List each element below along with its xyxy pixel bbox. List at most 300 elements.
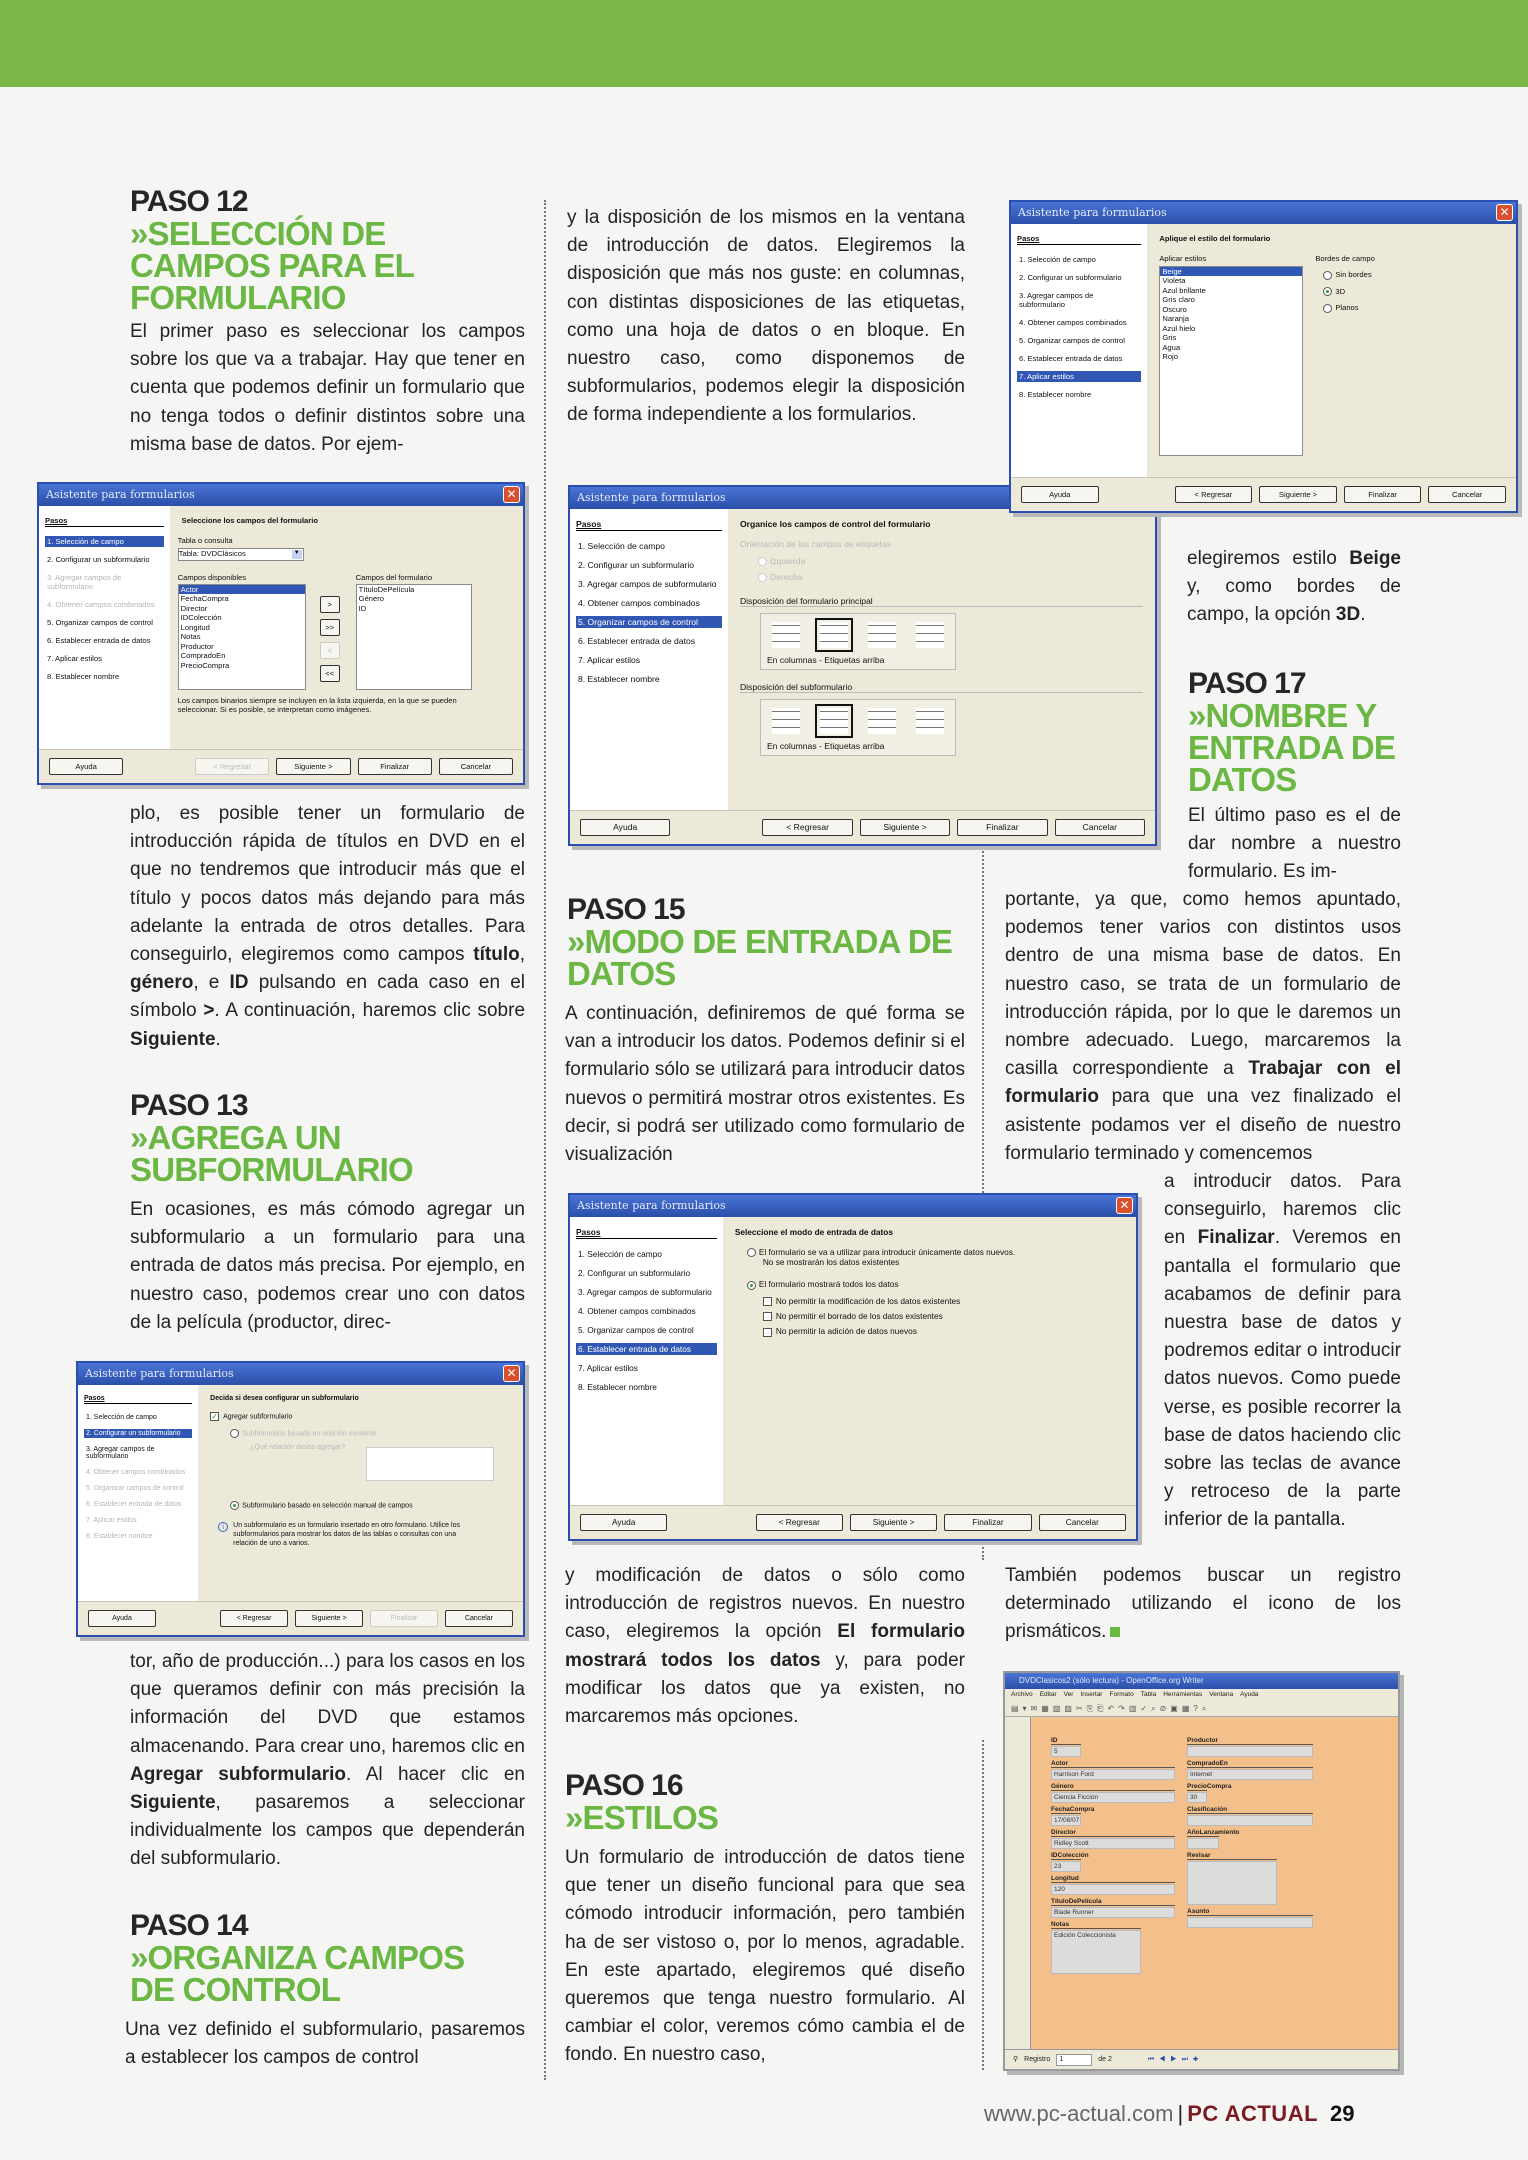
footer-url[interactable]: www.pc-actual.com bbox=[984, 2101, 1174, 2126]
form-field bbox=[1187, 1829, 1240, 1849]
menu-bar bbox=[1005, 1689, 1398, 1701]
back-button[interactable]: < Regresar bbox=[762, 819, 852, 836]
list-item[interactable]: FechaCompra bbox=[180, 594, 229, 604]
menu-item[interactable]: Editar bbox=[1039, 1691, 1057, 1698]
wizard-step-6[interactable]: 6. Establecer entrada de datos bbox=[86, 1501, 182, 1508]
dialog-title: Asistente para formularios bbox=[85, 1367, 234, 1380]
form-field bbox=[1051, 1921, 1141, 1974]
paragraph bbox=[125, 2016, 525, 2072]
steps-heading: Pasos bbox=[576, 519, 722, 531]
list-item[interactable]: CompradoEn bbox=[180, 651, 226, 661]
wizard-step-5[interactable]: 5. Organizar campos de control bbox=[1019, 336, 1125, 345]
steps-pane bbox=[570, 1217, 723, 1505]
form-fields-list[interactable] bbox=[356, 584, 472, 690]
help-button[interactable]: Ayuda bbox=[1021, 486, 1099, 503]
radio-label: Izquierda bbox=[769, 556, 806, 566]
close-icon[interactable]: ✕ bbox=[1116, 1197, 1133, 1214]
wizard-step-8[interactable]: 8. Establecer nombre bbox=[47, 672, 120, 681]
text-run: , pasaremos a seleccionar individualmente los campos que dependerán del subformulario. bbox=[130, 1792, 525, 1870]
form-document bbox=[1031, 1717, 1398, 2049]
list-item[interactable]: Gris claro bbox=[1162, 295, 1195, 305]
back-button[interactable]: < Regresar bbox=[220, 1610, 288, 1627]
text-run: A continuación, definiremos de qué forma se van a introducir los datos. Podemos definir si el formulario sólo se utilizará para introducir datos nuevos o permitirá mostrar otros existentes. Es decir, si podrá ser utilizado como formulario de visualización bbox=[565, 1003, 965, 1166]
paso-16-heading bbox=[565, 1770, 865, 1834]
wizard-dialog-field-selection bbox=[37, 482, 525, 785]
field-input[interactable]: Ridley Scott bbox=[1051, 1838, 1175, 1849]
table-label: Tabla o consulta bbox=[177, 536, 233, 545]
menu-item[interactable]: Herramientas bbox=[1163, 1691, 1203, 1698]
radio-selected-icon bbox=[1323, 287, 1332, 296]
relation-label: ¿Qué relación desea agregar? bbox=[250, 1444, 346, 1451]
wizard-step-4[interactable]: 4. Obtener campos combinados bbox=[86, 1469, 186, 1476]
column-divider bbox=[544, 200, 546, 2080]
wizard-step-6[interactable]: 6. Establecer entrada de datos bbox=[576, 1343, 717, 1355]
dialog-title: Asistente para formularios bbox=[577, 1199, 726, 1212]
menu-item[interactable]: Ver bbox=[1063, 1691, 1074, 1698]
field-input[interactable]: Ciencia Ficción bbox=[1051, 1792, 1175, 1803]
field-label: Actor bbox=[1051, 1760, 1175, 1768]
step-title: »MODO DE ENTRADA DE DATOS bbox=[567, 923, 953, 992]
paragraph bbox=[565, 1844, 965, 2070]
orientation-label: Orientación de los campos de etiquetas bbox=[739, 539, 891, 549]
wizard-step-1[interactable]: 1. Selección de campo bbox=[45, 536, 164, 547]
paragraph bbox=[130, 800, 525, 1054]
wizard-step-1[interactable]: 1. Selección de campo bbox=[578, 541, 665, 551]
layout-columns-labels-left-icon[interactable] bbox=[767, 618, 805, 652]
close-icon[interactable]: ✕ bbox=[503, 486, 520, 503]
step-title: »AGREGA UN SUBFORMULARIO bbox=[130, 1119, 413, 1188]
record-label: Registro bbox=[1024, 2056, 1051, 2063]
wizard-step-8[interactable]: 8. Establecer nombre bbox=[1019, 390, 1092, 399]
bold-text: Agregar subformulario bbox=[130, 1763, 347, 1785]
record-count: de 2 bbox=[1098, 2056, 1112, 2063]
wizard-step-6[interactable]: 6. Establecer entrada de datos bbox=[1019, 354, 1123, 363]
next-button[interactable]: Siguiente > bbox=[1259, 486, 1337, 503]
add-all-fields-button[interactable]: >> bbox=[320, 619, 340, 636]
field-label: Asunto bbox=[1187, 1908, 1313, 1916]
wizard-step-1[interactable]: 1. Selección de campo bbox=[578, 1249, 662, 1259]
add-field-button[interactable]: > bbox=[320, 596, 340, 613]
layout-datasheet-icon[interactable] bbox=[863, 704, 901, 738]
sub-layout-options bbox=[760, 699, 956, 756]
radio-icon bbox=[230, 1429, 239, 1438]
field-input[interactable] bbox=[1187, 1861, 1277, 1905]
dialog-titlebar bbox=[1011, 202, 1516, 224]
list-item[interactable]: Notas bbox=[180, 632, 201, 642]
menu-item[interactable]: Archivo bbox=[1011, 1691, 1033, 1698]
top-accent-bar bbox=[0, 0, 1528, 87]
wizard-step-3[interactable]: 3. Agregar campos de subformulario bbox=[1019, 291, 1094, 309]
radio-label: 3D bbox=[1335, 286, 1346, 296]
wizard-step-6[interactable]: 6. Establecer entrada de datos bbox=[47, 636, 151, 645]
steps-heading: Pasos bbox=[45, 516, 164, 527]
border-radio-3d[interactable] bbox=[1323, 287, 1371, 297]
bold-text: Finalizar bbox=[1197, 1227, 1275, 1249]
paragraph bbox=[565, 1562, 965, 1731]
checkbox-label: Agregar subformulario bbox=[223, 1413, 293, 1421]
cancel-button[interactable]: Cancelar bbox=[1428, 486, 1506, 503]
checkbox-checked-icon: ✓ bbox=[211, 1412, 218, 1421]
steps-pane bbox=[1011, 224, 1147, 477]
paragraph bbox=[130, 318, 525, 459]
step-number: PASO 13 bbox=[130, 1089, 248, 1122]
checkbox-label: No permitir el borrado de los datos existentes bbox=[775, 1310, 943, 1321]
remove-field-button[interactable]: < bbox=[320, 642, 340, 659]
step-number: PASO 15 bbox=[567, 893, 685, 926]
form-fields-label: Campos del formulario bbox=[355, 573, 433, 582]
info-note bbox=[218, 1522, 511, 1548]
step-title: »ESTILOS bbox=[565, 1799, 719, 1836]
step-number: PASO 14 bbox=[130, 1909, 248, 1942]
paragraph bbox=[1188, 802, 1401, 887]
border-radio-flat[interactable] bbox=[1323, 303, 1371, 313]
wizard-step-7[interactable]: 7. Aplicar estilos bbox=[86, 1517, 137, 1524]
next-button[interactable]: Siguiente > bbox=[850, 1514, 937, 1531]
field-label: AñoLanzamiento bbox=[1187, 1829, 1240, 1836]
list-item[interactable]: PrecioCompra bbox=[180, 660, 230, 670]
field-label: PrecioCompra bbox=[1187, 1783, 1232, 1790]
radio-label: Sin bordes bbox=[1335, 270, 1372, 279]
dialog-title: Asistente para formularios bbox=[46, 488, 195, 501]
bold-text: > bbox=[203, 1000, 215, 1022]
text-run: portante, ya que, como hemos apuntado, podemos tener varios con distintos usos dentro de una misma base de datos. En nuestro caso, se trata de un formulario de introducción rápida, por lo que le daremos un nombre adecuado. Luego, marcaremos la casilla correspondiente a bbox=[1005, 889, 1401, 1080]
record-nav-icons[interactable]: ⏮◀▶⏭✚ bbox=[1147, 2056, 1204, 2063]
radio-label: Subformulario basado en selección manual de campos bbox=[242, 1502, 413, 1510]
wizard-step-7[interactable]: 7. Aplicar estilos bbox=[578, 655, 641, 665]
available-fields-list[interactable] bbox=[178, 584, 306, 690]
form-field bbox=[1187, 1760, 1313, 1780]
list-item[interactable]: Longitud bbox=[180, 622, 210, 632]
paso-15-heading bbox=[567, 894, 957, 990]
wizard-step-1[interactable]: 1. Selección de campo bbox=[86, 1414, 157, 1421]
radio-icon bbox=[747, 1248, 756, 1257]
show-all-data-radio[interactable] bbox=[747, 1279, 1124, 1289]
help-button[interactable]: Ayuda bbox=[88, 1610, 156, 1627]
wizard-step-2[interactable]: 2. Configurar un subformulario bbox=[47, 555, 150, 564]
paragraph-text bbox=[1005, 1565, 1401, 1642]
finish-button[interactable]: Finalizar bbox=[358, 758, 432, 775]
bold-text: ID bbox=[229, 972, 249, 994]
wizard-step-7[interactable]: 7. Aplicar estilos bbox=[578, 1363, 638, 1373]
text-run: , e bbox=[193, 972, 230, 994]
field-input[interactable]: Harrison Ford bbox=[1051, 1769, 1175, 1780]
existing-relation-radio[interactable] bbox=[230, 1429, 511, 1438]
field-input[interactable]: 30 bbox=[1187, 1792, 1207, 1803]
bold-text: título bbox=[473, 944, 520, 966]
dialog-titlebar bbox=[570, 1195, 1136, 1217]
wizard-step-5[interactable]: 5. Organizar campos de control bbox=[576, 616, 722, 628]
text-run: a introducir datos. Para conseguirlo, haremos clic en bbox=[1164, 1171, 1401, 1249]
list-item[interactable]: Productor bbox=[180, 641, 214, 651]
field-label: FechaCompra bbox=[1051, 1806, 1095, 1813]
paragraph bbox=[130, 1196, 525, 1337]
back-button[interactable]: < Regresar bbox=[756, 1514, 843, 1531]
checkbox-icon bbox=[763, 1297, 772, 1306]
bold-text: Siguiente bbox=[130, 1792, 216, 1814]
wizard-step-8[interactable]: 8. Establecer nombre bbox=[578, 674, 660, 684]
form-field bbox=[1051, 1760, 1175, 1780]
text-run: y, como bordes de campo, la opción bbox=[1187, 576, 1401, 626]
form-field bbox=[1187, 1852, 1277, 1905]
list-item[interactable]: Naranja bbox=[1162, 314, 1189, 324]
list-item[interactable]: Director bbox=[180, 603, 208, 613]
right-radio[interactable] bbox=[758, 572, 1143, 582]
dialog-heading: Seleccione el modo de entrada de datos bbox=[734, 1227, 893, 1237]
list-item[interactable]: Beige bbox=[1160, 267, 1302, 276]
wizard-step-2[interactable]: 2. Configurar un subformulario bbox=[578, 560, 695, 570]
field-input[interactable] bbox=[1187, 1917, 1313, 1928]
form-field bbox=[1051, 1783, 1175, 1803]
next-button[interactable]: Siguiente > bbox=[276, 758, 350, 775]
borders-label: Bordes de campo bbox=[1315, 254, 1375, 263]
finish-button[interactable]: Finalizar bbox=[957, 819, 1047, 836]
wizard-step-6[interactable]: 6. Establecer entrada de datos bbox=[578, 636, 696, 646]
finish-button[interactable]: Finalizar bbox=[944, 1514, 1031, 1531]
list-item[interactable]: Azul hielo bbox=[1162, 323, 1196, 333]
list-item[interactable]: Agua bbox=[1162, 342, 1181, 352]
record-input[interactable]: 1 bbox=[1056, 2054, 1092, 2066]
bold-text: El formulario mostrará todos los datos bbox=[565, 1621, 965, 1671]
list-item[interactable]: TítuloDePelícula bbox=[358, 585, 415, 594]
wizard-step-8[interactable]: 8. Establecer nombre bbox=[86, 1533, 153, 1540]
writer-form-window bbox=[1003, 1671, 1400, 2071]
wizard-step-7[interactable]: 7. Aplicar estilos bbox=[1017, 371, 1141, 382]
list-item[interactable]: IDColección bbox=[180, 613, 222, 623]
checkbox-icon bbox=[763, 1312, 772, 1321]
cancel-button[interactable]: Cancelar bbox=[1039, 1514, 1126, 1531]
wizard-step-3[interactable]: 3. Agregar campos de subformulario bbox=[47, 573, 122, 591]
field-label: ID bbox=[1051, 1737, 1081, 1745]
layout-columns-labels-top-icon[interactable] bbox=[815, 704, 853, 738]
wizard-step-2[interactable]: 2. Configurar un subformulario bbox=[1019, 273, 1122, 282]
finish-button[interactable]: Finalizar bbox=[370, 1610, 438, 1627]
paso-13-heading bbox=[130, 1090, 460, 1186]
wizard-step-4[interactable]: 4. Obtener campos combinados bbox=[578, 1306, 696, 1316]
next-button[interactable]: Siguiente > bbox=[295, 1610, 363, 1627]
paso-14-heading bbox=[130, 1910, 510, 2006]
field-label: Revisar bbox=[1187, 1852, 1277, 1860]
bold-text: Trabajar con el formulario bbox=[1005, 1058, 1401, 1108]
text-run: . A continuación, haremos clic sobre bbox=[214, 1000, 526, 1022]
steps-pane bbox=[78, 1385, 198, 1601]
list-item[interactable]: Gris bbox=[1162, 333, 1177, 343]
steps-heading: Pasos bbox=[576, 1227, 717, 1239]
styles-list[interactable] bbox=[1159, 266, 1303, 456]
field-input[interactable]: Internet bbox=[1187, 1769, 1313, 1780]
steps-pane bbox=[39, 506, 170, 749]
layout-caption: En columnas - Etiquetas arriba bbox=[766, 655, 885, 666]
layout-columns-labels-top-icon[interactable] bbox=[815, 618, 853, 652]
form-field bbox=[1051, 1898, 1175, 1918]
menu-item[interactable]: Formato bbox=[1109, 1691, 1134, 1698]
text-run: y modificación de datos o sólo como introducción de registros nuevos. En nuestro caso, elegiremos la opción bbox=[565, 1565, 965, 1643]
wizard-step-3[interactable]: 3. Agregar campos de subformulario bbox=[578, 579, 717, 589]
paso-17-heading bbox=[1188, 668, 1408, 796]
field-input[interactable]: 17/08/07 bbox=[1051, 1815, 1081, 1826]
dialog-titlebar bbox=[78, 1363, 523, 1385]
dialog-heading: Aplique el estilo del formulario bbox=[1159, 234, 1271, 243]
finish-button[interactable]: Finalizar bbox=[1344, 486, 1422, 503]
table-select[interactable] bbox=[178, 548, 304, 561]
step-title: »ORGANIZA CAMPOS DE CONTROL bbox=[130, 1939, 465, 2008]
window-title: DVDClasicos2 (sólo lectura) - OpenOffice.org Writer bbox=[1005, 1673, 1398, 1689]
main-layout-options bbox=[760, 613, 956, 670]
chevron-down-icon[interactable]: ▼ bbox=[292, 550, 302, 559]
wizard-step-8[interactable]: 8. Establecer nombre bbox=[578, 1382, 657, 1392]
paragraph bbox=[1005, 886, 1401, 1168]
binary-fields-note: Los campos binarios siempre se incluyen en la lista izquierda, en la que se pueden seleccionar. Si es posible, se interpretan como imágenes. bbox=[177, 696, 457, 715]
dialog-heading: Organice los campos de control del formulario bbox=[739, 519, 931, 529]
help-button[interactable]: Ayuda bbox=[580, 819, 670, 836]
column-divider bbox=[982, 1740, 984, 2070]
wizard-step-7[interactable]: 7. Aplicar estilos bbox=[47, 654, 102, 663]
field-input[interactable]: 5 bbox=[1051, 1746, 1081, 1757]
wizard-step-5[interactable]: 5. Organizar campos de control bbox=[578, 1325, 694, 1335]
text-run: . Veremos en pantalla el formulario que acabamos de definir para nuestra base de datos y podremos editar o introducir datos nuevos. Como puede verse, es posible recorrer la base de datos haciendo clic sobre las teclas de avance y retroceso de la parte inferior de la pantalla. bbox=[1164, 1227, 1402, 1531]
move-buttons bbox=[320, 596, 340, 682]
border-radio-none[interactable] bbox=[1323, 270, 1371, 280]
text-run: plo, es posible tener un formulario de introducción rápida de títulos en DVD en el que no tendremos que introducir más que el título y pocos datos más dejando para más adelante la entrada de otros detalles. Para conseguirlo, elegiremos como campos bbox=[130, 803, 525, 966]
radio-icon bbox=[1323, 271, 1332, 280]
wizard-step-4[interactable]: 4. Obtener campos combinados bbox=[578, 598, 700, 608]
form-field bbox=[1051, 1875, 1175, 1895]
dialog-titlebar bbox=[39, 484, 523, 506]
field-input[interactable] bbox=[1187, 1815, 1313, 1826]
help-button[interactable]: Ayuda bbox=[49, 758, 123, 775]
wizard-step-1[interactable]: 1. Selección de campo bbox=[1019, 255, 1096, 264]
field-input[interactable]: Blade Runner bbox=[1051, 1907, 1175, 1918]
help-button[interactable]: Ayuda bbox=[580, 1514, 667, 1531]
list-item[interactable]: Oscuro bbox=[1162, 304, 1187, 314]
magazine-name: PC ACTUAL bbox=[1187, 2101, 1319, 2126]
paragraph bbox=[565, 1000, 965, 1169]
menu-item[interactable]: Insertar bbox=[1080, 1691, 1103, 1698]
checkbox-label: No permitir la modificación de los datos existentes bbox=[775, 1295, 961, 1306]
cancel-button[interactable]: Cancelar bbox=[1055, 819, 1145, 836]
wizard-step-2[interactable]: 2. Configurar un subformulario bbox=[578, 1268, 691, 1278]
wizard-step-3[interactable]: 3. Agregar campos de subformulario bbox=[86, 1446, 155, 1460]
text-run: , bbox=[519, 944, 525, 966]
dialog-title: Asistente para formularios bbox=[577, 491, 726, 504]
text-run: El último paso es el de dar nombre a nuestro formulario. Es im- bbox=[1188, 805, 1401, 883]
layout-columns-labels-left-icon[interactable] bbox=[767, 704, 805, 738]
radio-label: Subformulario basado en relación existente bbox=[242, 1430, 377, 1438]
text-run: Una vez definido el subformulario, pasaremos a establecer los campos de control bbox=[125, 2019, 525, 2069]
list-item[interactable]: Rojo bbox=[1162, 352, 1178, 362]
close-icon[interactable]: ✕ bbox=[1496, 204, 1513, 221]
form-field bbox=[1187, 1783, 1232, 1803]
step-number: PASO 17 bbox=[1188, 667, 1306, 700]
radio-selected-icon bbox=[230, 1501, 239, 1510]
text-run: elegiremos estilo bbox=[1187, 548, 1350, 569]
bold-text: Beige bbox=[1349, 548, 1401, 569]
sub-layout-label: Disposición del subformulario bbox=[740, 682, 1143, 693]
field-input[interactable] bbox=[1187, 1838, 1219, 1849]
text-run: y la disposición de los mismos en la ventana de introducción de datos. Elegiremos la disposición que más nos guste: en columnas, con distintas disposiciones de las etiquetas, como una hoja de datos o en bloque. En nuestro caso, como disponemos de subformularios, podemos elegir la disposición de forma independiente a los formularios. bbox=[567, 207, 965, 426]
radio-selected-icon bbox=[747, 1281, 756, 1290]
form-field bbox=[1051, 1829, 1175, 1849]
steps-heading: Pasos bbox=[84, 1395, 192, 1404]
wizard-step-2[interactable]: 2. Configurar un subformulario bbox=[84, 1429, 192, 1438]
menu-item[interactable]: Ayuda bbox=[1240, 1691, 1259, 1698]
form-field bbox=[1187, 1806, 1313, 1826]
close-icon[interactable]: ✕ bbox=[503, 1365, 520, 1382]
list-item[interactable]: ID bbox=[358, 603, 367, 613]
dialog-title: Asistente para formularios bbox=[1018, 206, 1167, 219]
info-text: Un subformulario es un formulario insertado en otro formulario. Utilice los subformularios para mostrar los datos de las tablas o consultas con una relación de uno a varios. bbox=[233, 1522, 460, 1547]
radio-label: Planos bbox=[1335, 303, 1359, 312]
manual-selection-radio[interactable] bbox=[230, 1501, 511, 1510]
radio-label: El formulario se va a utilizar para introducir únicamente datos nuevos. bbox=[758, 1247, 1016, 1257]
radio-label: Derecha bbox=[769, 572, 803, 583]
remove-all-fields-button[interactable]: << bbox=[320, 665, 340, 682]
checkbox-icon bbox=[763, 1328, 772, 1337]
next-button[interactable]: Siguiente > bbox=[860, 819, 950, 836]
field-input[interactable]: 23 bbox=[1051, 1861, 1081, 1872]
list-item[interactable]: Azul brillante bbox=[1162, 285, 1206, 295]
paragraph bbox=[130, 1648, 525, 1874]
add-subform-checkbox[interactable] bbox=[210, 1412, 511, 1421]
radio-icon bbox=[758, 573, 767, 582]
radio-sublabel: No se mostrarán los datos existentes bbox=[762, 1257, 900, 1268]
record-navigation-bar bbox=[1005, 2049, 1398, 2069]
field-input[interactable]: 120 bbox=[1051, 1884, 1175, 1895]
form-field bbox=[1187, 1737, 1313, 1757]
paragraph bbox=[1005, 1562, 1401, 1647]
disallow-add-checkbox[interactable] bbox=[763, 1326, 1124, 1336]
wizard-step-3[interactable]: 3. Agregar campos de subformulario bbox=[578, 1287, 712, 1297]
layout-block-icon[interactable] bbox=[911, 704, 949, 738]
cancel-button[interactable]: Cancelar bbox=[439, 758, 513, 775]
field-input[interactable]: Edición Coleccionista bbox=[1051, 1930, 1141, 1974]
left-radio[interactable] bbox=[758, 556, 1143, 566]
step-number: PASO 16 bbox=[565, 1769, 683, 1802]
back-button[interactable]: < Regresar bbox=[1175, 486, 1253, 503]
list-item[interactable]: Género bbox=[358, 594, 385, 604]
text-run: para que una vez finalizado el asistente podamos ver el diseño de nuestro formulario terminado y comencemos bbox=[1005, 1086, 1401, 1164]
field-input[interactable] bbox=[1187, 1746, 1313, 1757]
layout-datasheet-icon[interactable] bbox=[863, 618, 901, 652]
disallow-modify-checkbox[interactable] bbox=[763, 1296, 1124, 1306]
back-button[interactable]: < Regresar bbox=[195, 758, 269, 775]
binoculars-icon[interactable]: ⚲ bbox=[1013, 2056, 1019, 2063]
step-number: PASO 12 bbox=[130, 185, 248, 218]
layout-block-icon[interactable] bbox=[911, 618, 949, 652]
footer-separator: | bbox=[1177, 2101, 1184, 2126]
styles-label: Aplicar estilos bbox=[1159, 254, 1207, 263]
dialog-heading: Seleccione los campos del formulario bbox=[181, 516, 318, 525]
checkbox-label: No permitir la adición de datos nuevos bbox=[775, 1326, 917, 1337]
wizard-step-4[interactable]: 4. Obtener campos combinados bbox=[47, 600, 155, 609]
list-item[interactable]: Violeta bbox=[1162, 276, 1186, 286]
menu-item[interactable]: Ventana bbox=[1209, 1691, 1234, 1698]
wizard-step-4[interactable]: 4. Obtener campos combinados bbox=[1019, 318, 1127, 327]
form-field bbox=[1051, 1806, 1095, 1826]
main-layout-label: Disposición del formulario principal bbox=[740, 596, 1143, 607]
list-item[interactable]: Actor bbox=[179, 585, 305, 594]
wizard-step-5[interactable]: 5. Organizar campos de control bbox=[47, 618, 153, 627]
text-run: . bbox=[215, 1028, 221, 1050]
cancel-button[interactable]: Cancelar bbox=[445, 1610, 513, 1627]
bold-text: Siguiente bbox=[130, 1028, 216, 1050]
menu-item[interactable]: Tabla bbox=[1140, 1691, 1157, 1698]
relation-list[interactable] bbox=[366, 1447, 494, 1481]
wizard-step-5[interactable]: 5. Organizar campos de control bbox=[86, 1485, 184, 1492]
new-data-only-radio[interactable] bbox=[747, 1247, 1124, 1257]
table-select-value: Tabla: DVDClásicos bbox=[178, 549, 246, 558]
disallow-delete-checkbox[interactable] bbox=[763, 1311, 1124, 1321]
wizard-dialog-arrange-controls bbox=[568, 485, 1157, 846]
